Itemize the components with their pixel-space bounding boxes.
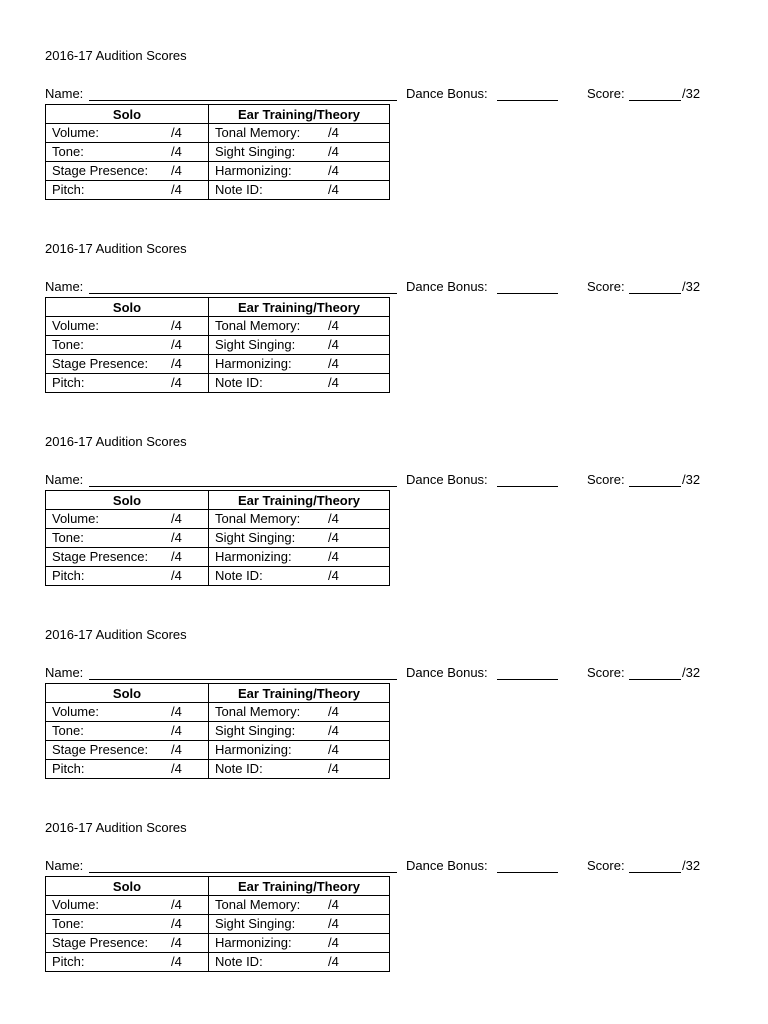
table-row [46,703,390,722]
score-field[interactable] [629,293,681,294]
solo-item-label: Tone: [52,337,84,352]
table-header-row [46,877,390,896]
solo-cell[interactable] [46,143,209,162]
solo-cell[interactable] [46,703,209,722]
name-row [45,86,725,104]
ear-item-max: /4 [328,549,339,564]
solo-item-max: /4 [171,163,182,178]
ear-item-max: /4 [328,897,339,912]
solo-item-label: Tone: [52,723,84,738]
table-row [46,722,390,741]
score-max: /32 [682,472,701,487]
scores-table [45,104,390,200]
table-row [46,317,390,336]
ear-item-label: Tonal Memory: [215,704,301,719]
solo-cell[interactable] [46,760,209,779]
solo-header: Solo [46,877,209,896]
ear-item-label: Harmonizing: [215,549,292,564]
name-label: Name: [45,279,84,294]
audition-score-block [45,48,725,208]
solo-item-max: /4 [171,935,182,950]
ear-item-label: Note ID: [215,954,263,969]
solo-item-max: /4 [171,761,182,776]
table-row [46,953,390,972]
solo-item-label: Pitch: [52,954,85,969]
table-row [46,181,390,200]
dance-bonus-field[interactable] [497,872,558,873]
solo-cell[interactable] [46,181,209,200]
solo-cell[interactable] [46,317,209,336]
name-label: Name: [45,665,84,680]
block-title: 2016-17 Audition Scores [45,48,187,63]
ear-item-max: /4 [328,916,339,931]
ear-training-header: Ear Training/Theory [209,105,390,124]
table-row [46,124,390,143]
solo-cell[interactable] [46,529,209,548]
solo-header: Solo [46,491,209,510]
table-header-row [46,105,390,124]
ear-item-max: /4 [328,356,339,371]
ear-item-max: /4 [328,704,339,719]
solo-item-label: Tone: [52,530,84,545]
table-row [46,915,390,934]
ear-training-header: Ear Training/Theory [209,298,390,317]
solo-item-max: /4 [171,704,182,719]
ear-cell[interactable] [209,953,390,972]
solo-cell[interactable] [46,336,209,355]
score-field[interactable] [629,679,681,680]
solo-item-max: /4 [171,144,182,159]
name-field[interactable] [89,100,397,101]
audition-score-block [45,434,725,594]
table-row [46,934,390,953]
score-label: Score: [587,86,625,101]
solo-item-label: Pitch: [52,182,85,197]
ear-item-label: Sight Singing: [215,144,296,159]
ear-cell[interactable] [209,355,390,374]
solo-item-label: Stage Presence: [52,356,149,371]
ear-item-max: /4 [328,337,339,352]
scores-table [45,297,390,393]
table-row [46,896,390,915]
audition-score-block [45,820,725,980]
solo-item-label: Pitch: [52,568,85,583]
solo-item-max: /4 [171,182,182,197]
table-row [46,374,390,393]
name-field[interactable] [89,872,397,873]
solo-item-label: Tone: [52,144,84,159]
ear-item-label: Sight Singing: [215,337,296,352]
ear-cell[interactable] [209,181,390,200]
ear-cell[interactable] [209,374,390,393]
scores-table [45,876,390,972]
solo-header: Solo [46,105,209,124]
ear-item-label: Harmonizing: [215,935,292,950]
table-row [46,760,390,779]
scores-table [45,683,390,779]
solo-item-label: Volume: [52,125,99,140]
table-row [46,529,390,548]
name-field[interactable] [89,679,397,680]
solo-cell[interactable] [46,162,209,181]
score-max: /32 [682,279,701,294]
ear-cell[interactable] [209,529,390,548]
solo-item-max: /4 [171,723,182,738]
solo-cell[interactable] [46,355,209,374]
ear-cell[interactable] [209,162,390,181]
ear-item-max: /4 [328,125,339,140]
table-row [46,567,390,586]
table-row [46,143,390,162]
ear-item-max: /4 [328,568,339,583]
score-label: Score: [587,858,625,873]
ear-item-label: Note ID: [215,375,263,390]
solo-item-max: /4 [171,742,182,757]
ear-item-label: Note ID: [215,761,263,776]
score-max: /32 [682,665,701,680]
ear-cell[interactable] [209,510,390,529]
ear-cell[interactable] [209,124,390,143]
score-field[interactable] [629,872,681,873]
ear-cell[interactable] [209,548,390,567]
name-field[interactable] [89,486,397,487]
block-title: 2016-17 Audition Scores [45,627,187,642]
ear-item-max: /4 [328,163,339,178]
ear-item-max: /4 [328,954,339,969]
ear-item-label: Tonal Memory: [215,125,301,140]
solo-item-max: /4 [171,511,182,526]
ear-item-max: /4 [328,723,339,738]
ear-cell[interactable] [209,317,390,336]
ear-cell[interactable] [209,896,390,915]
solo-item-label: Pitch: [52,375,85,390]
name-label: Name: [45,472,84,487]
solo-item-max: /4 [171,318,182,333]
solo-item-label: Volume: [52,897,99,912]
solo-cell[interactable] [46,741,209,760]
ear-item-label: Sight Singing: [215,530,296,545]
ear-item-label: Harmonizing: [215,163,292,178]
audition-score-block [45,241,725,401]
dance-bonus-label: Dance Bonus: [406,665,488,680]
solo-item-label: Stage Presence: [52,549,149,564]
score-max: /32 [682,86,701,101]
table-header-row [46,491,390,510]
score-max: /32 [682,858,701,873]
ear-item-max: /4 [328,318,339,333]
block-title: 2016-17 Audition Scores [45,241,187,256]
solo-item-max: /4 [171,568,182,583]
ear-item-max: /4 [328,144,339,159]
audition-score-block [45,627,725,787]
solo-item-max: /4 [171,337,182,352]
solo-cell[interactable] [46,124,209,143]
ear-cell[interactable] [209,336,390,355]
name-row [45,279,725,297]
name-label: Name: [45,86,84,101]
solo-item-max: /4 [171,356,182,371]
ear-item-label: Harmonizing: [215,742,292,757]
solo-item-label: Stage Presence: [52,935,149,950]
ear-item-max: /4 [328,935,339,950]
ear-item-max: /4 [328,530,339,545]
ear-training-header: Ear Training/Theory [209,684,390,703]
ear-item-label: Tonal Memory: [215,897,301,912]
solo-item-label: Tone: [52,916,84,931]
ear-cell[interactable] [209,143,390,162]
dance-bonus-field[interactable] [497,679,558,680]
table-row [46,548,390,567]
solo-item-label: Volume: [52,704,99,719]
dance-bonus-label: Dance Bonus: [406,858,488,873]
solo-item-label: Stage Presence: [52,163,149,178]
dance-bonus-label: Dance Bonus: [406,86,488,101]
solo-header: Solo [46,298,209,317]
solo-cell[interactable] [46,896,209,915]
ear-item-max: /4 [328,761,339,776]
ear-item-label: Sight Singing: [215,723,296,738]
score-field[interactable] [629,486,681,487]
table-header-row [46,684,390,703]
table-header-row [46,298,390,317]
solo-cell[interactable] [46,915,209,934]
solo-item-max: /4 [171,375,182,390]
block-title: 2016-17 Audition Scores [45,820,187,835]
name-row [45,665,725,683]
ear-cell[interactable] [209,741,390,760]
solo-cell[interactable] [46,548,209,567]
name-row [45,472,725,490]
score-label: Score: [587,472,625,487]
solo-cell[interactable] [46,934,209,953]
score-field[interactable] [629,100,681,101]
ear-training-header: Ear Training/Theory [209,877,390,896]
name-field[interactable] [89,293,397,294]
ear-item-max: /4 [328,375,339,390]
solo-header: Solo [46,684,209,703]
ear-item-max: /4 [328,511,339,526]
score-label: Score: [587,279,625,294]
ear-item-label: Sight Singing: [215,916,296,931]
table-row [46,355,390,374]
solo-item-max: /4 [171,916,182,931]
solo-cell[interactable] [46,374,209,393]
dance-bonus-label: Dance Bonus: [406,472,488,487]
solo-item-max: /4 [171,549,182,564]
solo-item-max: /4 [171,125,182,140]
ear-item-label: Tonal Memory: [215,318,301,333]
solo-cell[interactable] [46,722,209,741]
dance-bonus-field[interactable] [497,100,558,101]
name-label: Name: [45,858,84,873]
dance-bonus-label: Dance Bonus: [406,279,488,294]
solo-cell[interactable] [46,510,209,529]
ear-item-label: Note ID: [215,182,263,197]
table-row [46,741,390,760]
ear-cell[interactable] [209,915,390,934]
ear-item-max: /4 [328,742,339,757]
ear-item-label: Tonal Memory: [215,511,301,526]
solo-item-label: Volume: [52,318,99,333]
ear-item-max: /4 [328,182,339,197]
ear-item-label: Note ID: [215,568,263,583]
solo-cell[interactable] [46,567,209,586]
name-row [45,858,725,876]
table-row [46,510,390,529]
solo-item-max: /4 [171,954,182,969]
solo-item-label: Pitch: [52,761,85,776]
ear-cell[interactable] [209,703,390,722]
ear-item-label: Harmonizing: [215,356,292,371]
solo-item-max: /4 [171,897,182,912]
ear-cell[interactable] [209,567,390,586]
solo-item-label: Stage Presence: [52,742,149,757]
table-row [46,162,390,181]
dance-bonus-field[interactable] [497,486,558,487]
scores-table [45,490,390,586]
score-label: Score: [587,665,625,680]
block-title: 2016-17 Audition Scores [45,434,187,449]
ear-cell[interactable] [209,760,390,779]
solo-item-max: /4 [171,530,182,545]
dance-bonus-field[interactable] [497,293,558,294]
ear-training-header: Ear Training/Theory [209,491,390,510]
ear-cell[interactable] [209,934,390,953]
solo-cell[interactable] [46,953,209,972]
table-row [46,336,390,355]
solo-item-label: Volume: [52,511,99,526]
ear-cell[interactable] [209,722,390,741]
